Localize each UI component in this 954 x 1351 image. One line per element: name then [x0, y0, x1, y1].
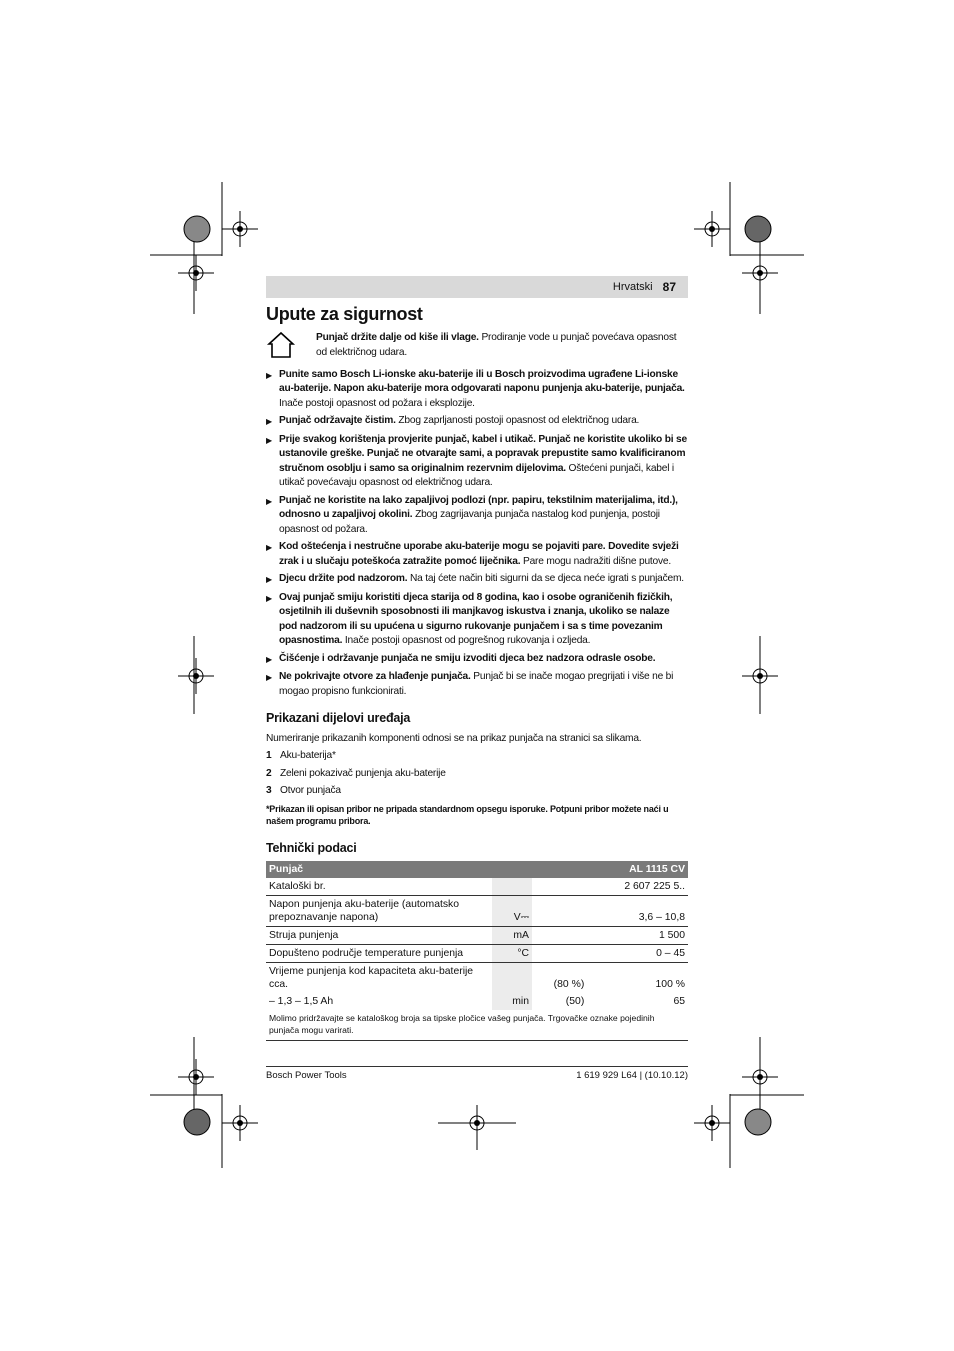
tech-data-table — [266, 861, 688, 1010]
house-warning-icon — [266, 331, 316, 365]
arrow-icon: ▶ — [266, 417, 272, 426]
safety-bullet: ▶ Kod oštećenja i nestručne uporabe aku-baterije mogu se pojaviti pare. Dovedite svježi zrak i u slučaju poteškoća zatražite pomoć liječnika. Pare mogu nadražiti dišne putove. — [266, 540, 688, 569]
arrow-icon: ▶ — [266, 496, 272, 506]
warning-text: Punjač držite dalje od kiše ili vlage. Prodiranje vode u punjač povećava opasnost od električnog udara. — [316, 332, 677, 358]
table-header-row: Punjač AL 1115 CV — [266, 861, 688, 878]
table-row: Vrijeme punjenja kod kapaciteta aku-baterije cca. (80 %) 100 % — [266, 963, 688, 994]
parts-heading: Prikazani dijelovi uređaja — [266, 711, 411, 725]
arrow-icon: ▶ — [266, 673, 272, 682]
safety-bullet: ▶ Djecu držite pod nadzorom. Na taj ćete način biti sigurni da se djeca neće igrati s punjačem. — [266, 572, 688, 588]
tech-heading: Tehnički podaci — [266, 840, 357, 855]
footer-brand: Bosch Power Tools — [266, 1070, 347, 1081]
list-item: 3 Otvor punjača — [266, 785, 341, 796]
table-row: Kataloški br. 2 607 225 5.. — [266, 878, 688, 896]
safety-bullet: ▶ Ne pokrivajte otvore za hlađenje punjača. Punjač bi se inače mogao pregrijati i više ne bi mogao propisno funkcionirati. — [266, 670, 688, 699]
table-row: Napon punjenja aku-baterije (automatsko prepoznavanje napona) V⎓ 3,6 – 10,8 — [266, 896, 688, 927]
page-footer — [266, 1066, 688, 1081]
section-title: Upute za sigurnost — [266, 304, 423, 324]
safety-bullet: ▶ Punjač održavajte čistim. Zbog zaprljanosti postoji opasnost od električnog udara. — [266, 414, 688, 430]
page-number: 87 — [662, 280, 676, 294]
list-item: 2 Zeleni pokazivač punjenja aku-baterije — [266, 767, 446, 779]
page-header — [266, 276, 688, 298]
table-note: Molimo pridržavajte se kataloškog broja sa tipske pločice vašeg punjača. Trgovačke oznake pojedinih punjača mogu varirati. — [266, 1010, 688, 1041]
safety-bullet: ▶ Prije svakog korištenja provjerite punjač, kabel i utikač. Punjač ne koristite ukoliko bi se ustanovile greške. Punjač ne otvarajte sami, a popravak prepustite samo kvalificiranom stručnom osoblju i samo sa originalnim rezervnim dijelovima. Oštećeni punjači, kabel i utikač povećavaju opasnost od električnog udara. — [266, 433, 688, 491]
list-item: 1 Aku-baterija* — [266, 750, 336, 761]
arrow-icon: ▶ — [266, 654, 272, 664]
safety-bullet: ▶ Punjač ne koristite na lako zapaljivoj podlozi (npr. papiru, tekstilnim materijalima, itd.), odnosno u zapaljivoj okolini. Zbog zagrijavanja punjača nastalog kod punjenja, postoji opasnost od požara. — [266, 494, 688, 538]
safety-bullet: ▶ Punite samo Bosch Li-ionske aku-baterije ili u Bosch proizvodima ugrađene Li-ionske au-baterije. Napon aku-baterije mora odgovarati naponu punjenja aku-baterije, punjača. Inače postoji opasnost od požara i eksplozije. — [266, 368, 688, 412]
table-row: Dopušteno područje temperature punjenja °C 0 – 45 — [266, 945, 688, 963]
arrow-icon: ▶ — [266, 543, 272, 552]
table-row: – 1,3 – 1,5 Ah min (50) 65 — [266, 993, 688, 1010]
header-language: Hrvatski — [612, 281, 653, 293]
footer-docnum: 1 619 929 L64 | (10.10.12) — [576, 1070, 688, 1081]
arrow-icon: ▶ — [266, 575, 272, 584]
warning-block — [266, 331, 688, 365]
page-content — [266, 276, 688, 1041]
table-row: Struja punjenja mA 1 500 — [266, 927, 688, 945]
safety-bullet: ▶ Čišćenje i održavanje punjača ne smiju izvoditi djeca bez nadzora odrasle osobe. — [266, 652, 688, 668]
parts-intro: Numeriranje prikazanih komponenti odnosi se na prikaz punjača na stranici sa slikama. — [266, 732, 642, 744]
accessory-footnote: *Prikazan ili opisan pribor ne pripada standardnom opsegu isporuke. Potpuni pribor možete naći u našem programu pribora. — [266, 803, 669, 826]
safety-bullet: ▶ Ovaj punjač smiju koristiti djeca starija od 8 godina, kao i osobe ograničenih fizičkih, osjetilnih ili duševnih sposobnosti ili manjkavog iskustva i znanja, ukoliko se nalaze pod nadzorom ili su upućena u sigurno rukovanje punjačem i sa s time povezanim opasnostima. Inače postoji opasnost od pogrešnog rukovanja i ozljeda. — [266, 591, 688, 649]
arrow-icon: ▶ — [266, 370, 272, 380]
arrow-icon: ▶ — [266, 593, 272, 603]
arrow-icon: ▶ — [266, 435, 272, 445]
